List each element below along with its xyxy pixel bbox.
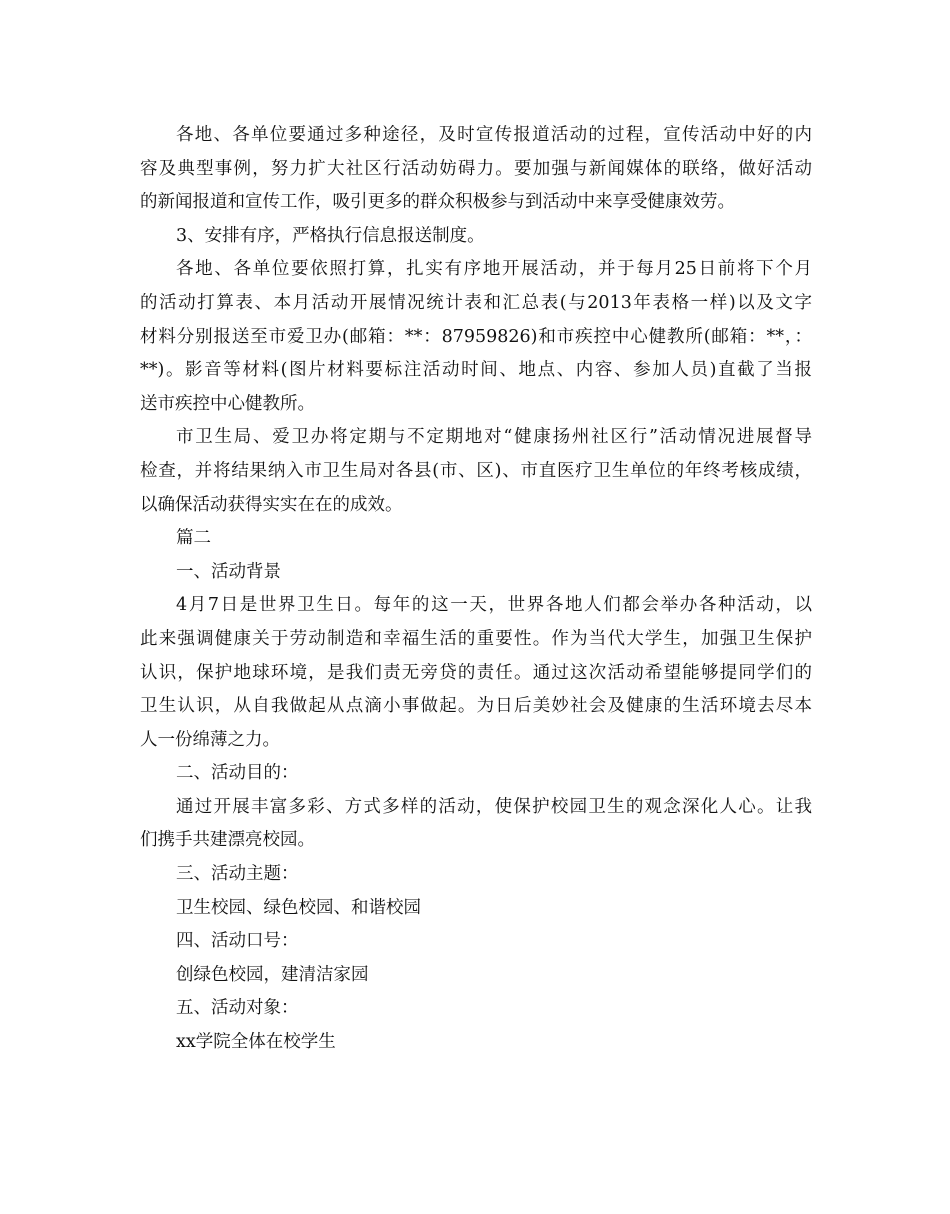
- section-heading: 四、活动口号：: [176, 931, 299, 952]
- paragraph-line: 卫生认识，从自我做起从点滴小事做起。为日后美妙社会及健康的生活环境去尽本: [140, 696, 812, 717]
- paragraph-line: 材料分别报送至市爱卫办(邮箱：**：87959826)和市疾控中心健教所(邮箱：**，：: [140, 326, 812, 347]
- section-heading: 二、活动目的：: [176, 763, 299, 784]
- paragraph-line: 的活动打算表、本月活动开展情况统计表和汇总表(与2013年表格一样)以及文字: [140, 292, 812, 313]
- paragraph-line: xx学院全体在校学生: [176, 1032, 336, 1053]
- paragraph-line: 送市疾控中心健教所。: [140, 393, 315, 414]
- paragraph-line: 认识，保护地球环境，是我们责无旁贷的责任。通过这次活动希望能够提同学们的: [140, 662, 812, 683]
- section-heading: 五、活动对象：: [176, 998, 299, 1019]
- paragraph-line: 4月7日是世界卫生日。每年的这一天，世界各地人们都会举办各种活动，以: [176, 595, 812, 616]
- section-heading: 三、活动主题：: [176, 864, 299, 885]
- paragraph-line: 各地、各单位要依照打算，扎实有序地开展活动，并于每月25日前将下个月: [176, 259, 812, 280]
- section-heading: 一、活动背景: [176, 561, 281, 582]
- paragraph-line: 创绿色校园，建清洁家园: [176, 964, 369, 985]
- paragraph-line: 卫生校园、绿色校园、和谐校园: [176, 897, 421, 918]
- paragraph-line: 容及典型事例，努力扩大社区行活动妨碍力。要加强与新闻媒体的联络，做好活动: [140, 158, 812, 179]
- paragraph-line: 的新闻报道和宣传工作，吸引更多的群众积极参与到活动中来享受健康效劳。: [140, 192, 735, 213]
- paragraph-line: 以确保活动获得实实在在的成效。: [140, 494, 403, 515]
- paragraph-line: 此来强调健康关于劳动制造和幸福生活的重要性。作为当代大学生，加强卫生保护: [140, 628, 812, 649]
- paragraph-line: 人一份绵薄之力。: [140, 729, 280, 750]
- paragraph-line: 市卫生局、爱卫办将定期与不定期地对“健康扬州社区行”活动情况进展督导: [176, 427, 812, 448]
- paragraph-line: 们携手共建漂亮校园。: [140, 830, 315, 851]
- paragraph-line: **)。影音等材料(图片材料要标注活动时间、地点、内容、参加人员)直截了当报: [140, 360, 812, 381]
- section-heading: 3、安排有序，严格执行信息报送制度。: [176, 225, 485, 246]
- paragraph-line: 各地、各单位要通过多种途径，及时宣传报道活动的过程，宣传活动中好的内: [176, 125, 812, 145]
- section-title: 篇二: [176, 528, 211, 549]
- document-body: [140, 119, 812, 1060]
- paragraph-line: 检查，并将结果纳入市卫生局对各县(市、区)、市直医疗卫生单位的年终考核成绩，: [140, 460, 812, 481]
- paragraph-line: 通过开展丰富多彩、方式多样的活动，使保护校园卫生的观念深化人心。让我: [176, 796, 812, 817]
